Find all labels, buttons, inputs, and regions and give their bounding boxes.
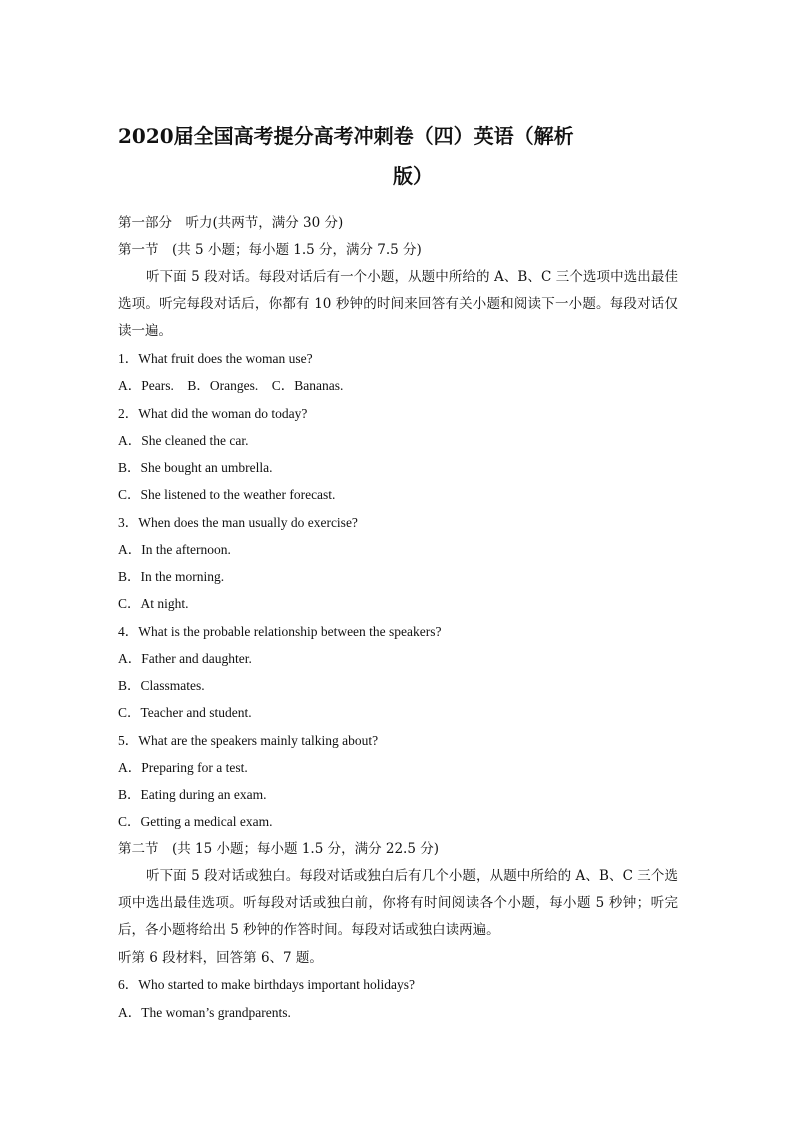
question-3-option-c: C．At night.: [118, 596, 189, 611]
question-3-option-a: A．In the afternoon.: [118, 542, 231, 557]
question-6-stem: 6．Who started to make birthdays important holidays?: [118, 977, 415, 992]
question-4-option-a: A．Father and daughter.: [118, 651, 252, 666]
question-6-option-a: A．The woman’s grandparents.: [118, 1005, 291, 1020]
question-4-option-c: C．Teacher and student.: [118, 705, 252, 720]
question-5-option-a: A．Preparing for a test.: [118, 760, 248, 775]
material-6-note: 听第 6 段材料，回答第 6、7 题。: [118, 950, 323, 966]
section2-heading: 第二节 (共 15 小题；每小题 1.5 分，满分 22.5 分): [118, 841, 439, 857]
question-2-option-b: B．She bought an umbrella.: [118, 460, 273, 475]
document-title-line-1: 2020届全国高考提分高考冲刺卷（四）英语（解析: [118, 124, 574, 148]
part1-heading: 第一部分 听力(共两节，满分 30 分): [118, 215, 344, 231]
section2-instructions: 听下面 5 段对话或独白。每段对话或独白后有几个小题，从题中所给的 A、B、C 三个选项中选出最佳选项。听每段对话或独白前，你将有时间阅读各个小题，每小题 5 秒钟；听完后，各小题将给出 5 秒钟的作答时间。每段对话或独白读两遍。: [118, 868, 678, 939]
question-4-option-b: B．Classmates.: [118, 678, 205, 693]
question-5-stem: 5．What are the speakers mainly talking about?: [118, 733, 379, 748]
question-2-option-c: C．She listened to the weather forecast.: [118, 487, 336, 502]
question-1-stem: 1．What fruit does the woman use?: [118, 351, 313, 366]
question-3-option-b: B．In the morning.: [118, 569, 225, 584]
question-2-option-a: A．She cleaned the car.: [118, 433, 249, 448]
question-4-stem: 4．What is the probable relationship between the speakers?: [118, 624, 442, 639]
question-3-stem: 3．When does the man usually do exercise?: [118, 515, 358, 530]
question-2-stem: 2．What did the woman do today?: [118, 406, 308, 421]
question-5-option-c: C．Getting a medical exam.: [118, 814, 273, 829]
section1-instructions: 听下面 5 段对话。每段对话后有一个小题，从题中所给的 A、B、C 三个选项中选出最佳选项。听完每段对话后，你都有 10 秒钟的时间来回答有关小题和阅读下一小题。每段对话仅读一遍。: [118, 269, 678, 340]
question-1-options: A．Pears. B．Oranges. C．Bananas.: [118, 378, 344, 393]
document-title-line-2: 版）: [393, 164, 433, 188]
section1-heading: 第一节 (共 5 小题；每小题 1.5 分，满分 7.5 分): [118, 242, 422, 258]
question-5-option-b: B．Eating during an exam.: [118, 787, 267, 802]
